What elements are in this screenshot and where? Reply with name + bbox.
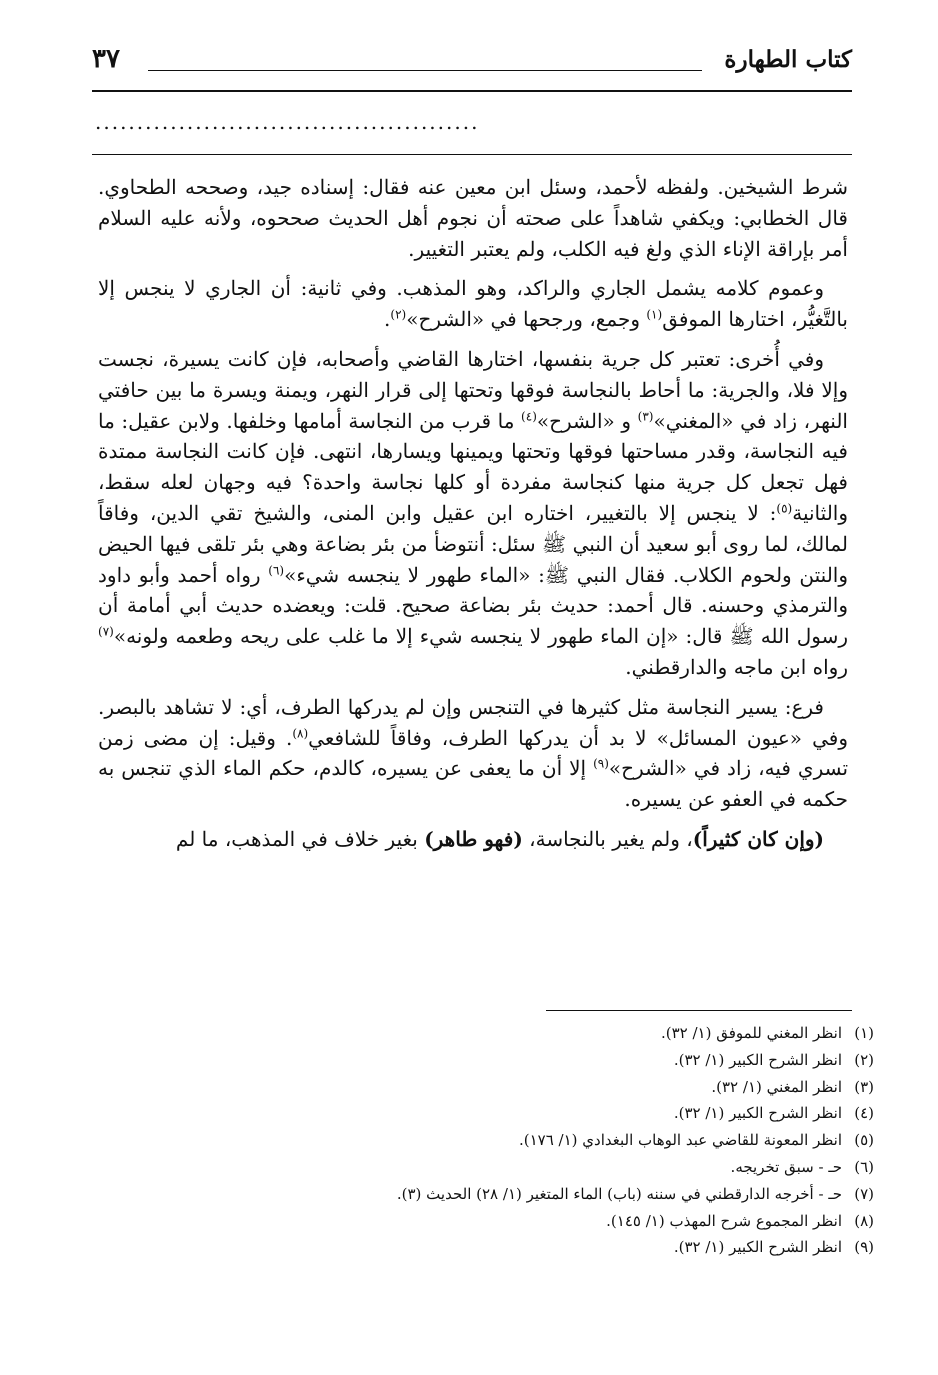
footnote-ref: (٦) [268,562,285,577]
footnote-number: (٧) [854,1184,874,1203]
footnote-text: انظر المغني للموفق (١/ ٣٢). [660,1024,842,1042]
footnote-number: (٦) [854,1157,874,1176]
footnote-text: حـ - أخرجه الدارقطني في سننه (باب) الماء المتغير (١/ ٢٨) الحديث (٣). [396,1184,842,1203]
text-run: رواه أحمد وأبو داود والترمذي وحسنه. قال أحمد: حديث بئر بضاعة صحيح. قلت: ويعضده حديث أبي أمامة أن رسول الله ﷺ قال: «إن الماء طهور لا ينجسه شيء إلا ما غلب على ريحه وطعمه ولونه» [98,562,848,649]
footnote-ref: (٣) [637,408,654,423]
text-run: ما قرب من النجاسة أمامها وخلفها. ولابن عقيل: ما فيه النجاسة، وقدر مساحتها فوقها وتحتها ويمينها ويسارها، انتهى. فإن كانت النجاسة ممتدة فهل تجعل كل جرية منها كنجاسة مفردة أو كلها نجاسة واحدة؟ فيه وجهان لعله سقط، والثانية [98,408,848,525]
footnote-text: انظر الشرح الكبير (١/ ٣٢). [673,1104,842,1123]
footnote-number: (٤) [854,1104,874,1123]
text-run: . [384,307,391,332]
footnote-number: (٣) [854,1077,874,1096]
text-run: رواه ابن ماجه والدارقطني. [625,654,848,679]
text-run: و «الشرح» [536,408,638,433]
footnote-item [84,1047,874,1074]
paragraph [98,273,848,335]
footnote-ref: (١) [646,307,663,322]
footnote-ref: (٤) [521,408,537,423]
footnote-number: (١) [854,1024,874,1042]
bold-text: (فهو طاهر) [424,826,523,851]
header-rule-thin [148,70,702,71]
footnote-ref: (٥) [776,501,793,516]
paragraph [98,344,848,683]
text-run: وعموم كلامه يشمل الجاري والراكد، وهو المذهب. وفي ثانية: أن الجاري لا ينجس إلا بالتَّغيُّر، اختارها الموفق [98,276,848,332]
paragraph [98,692,848,815]
footnote-item [84,1154,874,1181]
page-number: ٣٧ [92,44,120,74]
text-run: بغير خلاف في المذهب، ما لم [175,826,425,851]
footnote-number: (٨) [854,1211,874,1230]
footnote-ref: (٩) [593,756,609,771]
paragraph [98,824,848,855]
footnote-rule [546,1010,852,1011]
footnote-text: انظر الشرح الكبير (١/ ٣٢). [673,1050,842,1069]
ellipsis-line: .............................................. [95,110,480,134]
footnotes [84,1020,874,1261]
text-run: : لا ينجس إلا بالتغيير، اختاره ابن عقيل وابن المنى، والشيخ تقي الدين، وفاقاً لمالك، لما روى أبو سعيد أن النبي ﷺ سئل: أنتوضأ من بئر بضاعة وهي بئر تلقى فيها الحيض والنتن ولحوم الكلاب. فقال النبي ﷺ: «الماء طهور لا ينجسه شيء» [98,500,849,587]
footnote-number: (٥) [854,1131,874,1150]
footnote-text: حـ - سبق تخريجه. [730,1157,842,1176]
bold-text: (وإن كان كثيراً) [692,826,824,851]
footnote-item [84,1127,874,1154]
chapter-title: كتاب الطهارة [724,46,852,73]
footnote-item [84,1074,874,1101]
footnote-ref: (٨) [292,725,309,740]
footnote-text: انظر المجموع شرح المهذب (١/ ١٤٥). [606,1211,842,1230]
body-text [98,172,848,864]
footnote-number: (٩) [854,1238,874,1257]
section-rule [92,154,852,155]
footnote-item [84,1208,874,1235]
footnote-item [84,1181,874,1208]
footnote-text: انظر الشرح الكبير (١/ ٣٢). [673,1238,842,1257]
footnote-text: انظر المعونة للقاضي عبد الوهاب البغدادي (١/ ١٧٦). [518,1131,842,1150]
paragraph [98,172,848,264]
text-run: فرع: يسير النجاسة مثل كثيرها في التنجس وإن لم يدركها الطرف، أي: لا تشاهد بالبصر. وفي «عيون المسائل» لا بد أن يدركها الطرف، وفاقاً للشافعي [98,694,848,750]
header-rule-thick [92,90,852,92]
footnote-item [84,1234,874,1261]
text-run: إلا أن ما يعفى عن يسيره، كالدم، حكم الماء الذي تنجس به حكمه في العفو عن يسيره. [98,756,848,812]
text-run: . وقيل: إن مضى زمن تسري فيه، زاد في «الشرح» [98,725,849,781]
text-run: ، ولم يغير بالنجاسة، [522,826,693,851]
footnote-ref: (٧) [98,624,114,639]
footnote-ref: (٢) [390,307,407,322]
text-run: شرط الشيخين. ولفظه لأحمد، وسئل ابن معين عنه فقال: إسناده جيد، وصححه الطحاوي. قال الخطابي: ويكفي شاهداً على صحته أن نجوم أهل الحديث صححوه، ولأنه عليه السلام أمر بإراقة الإناء الذي ولغ فيه الكلب، ولم يعتبر التغيير. [98,175,848,261]
text-run: وفي أُخرى: تعتبر كل جرية بنفسها، اختارها القاضي وأصحابه، فإن كانت يسيرة، نجست وإلا فلا، والجرية: ما أحاط بالنجاسة فوقها وتحتها إلى قرار النهر، ويمنة ويسرة ما بين حافتي النهر، زاد في «المغني» [98,346,848,433]
footnote-item [84,1020,874,1047]
footnote-number: (٢) [854,1050,874,1069]
running-header [92,42,852,82]
text-run: وجمع، ورجحها في «الشرح» [406,307,647,332]
footnote-text: انظر المغني (١/ ٣٢). [711,1077,842,1096]
footnote-item [84,1100,874,1127]
